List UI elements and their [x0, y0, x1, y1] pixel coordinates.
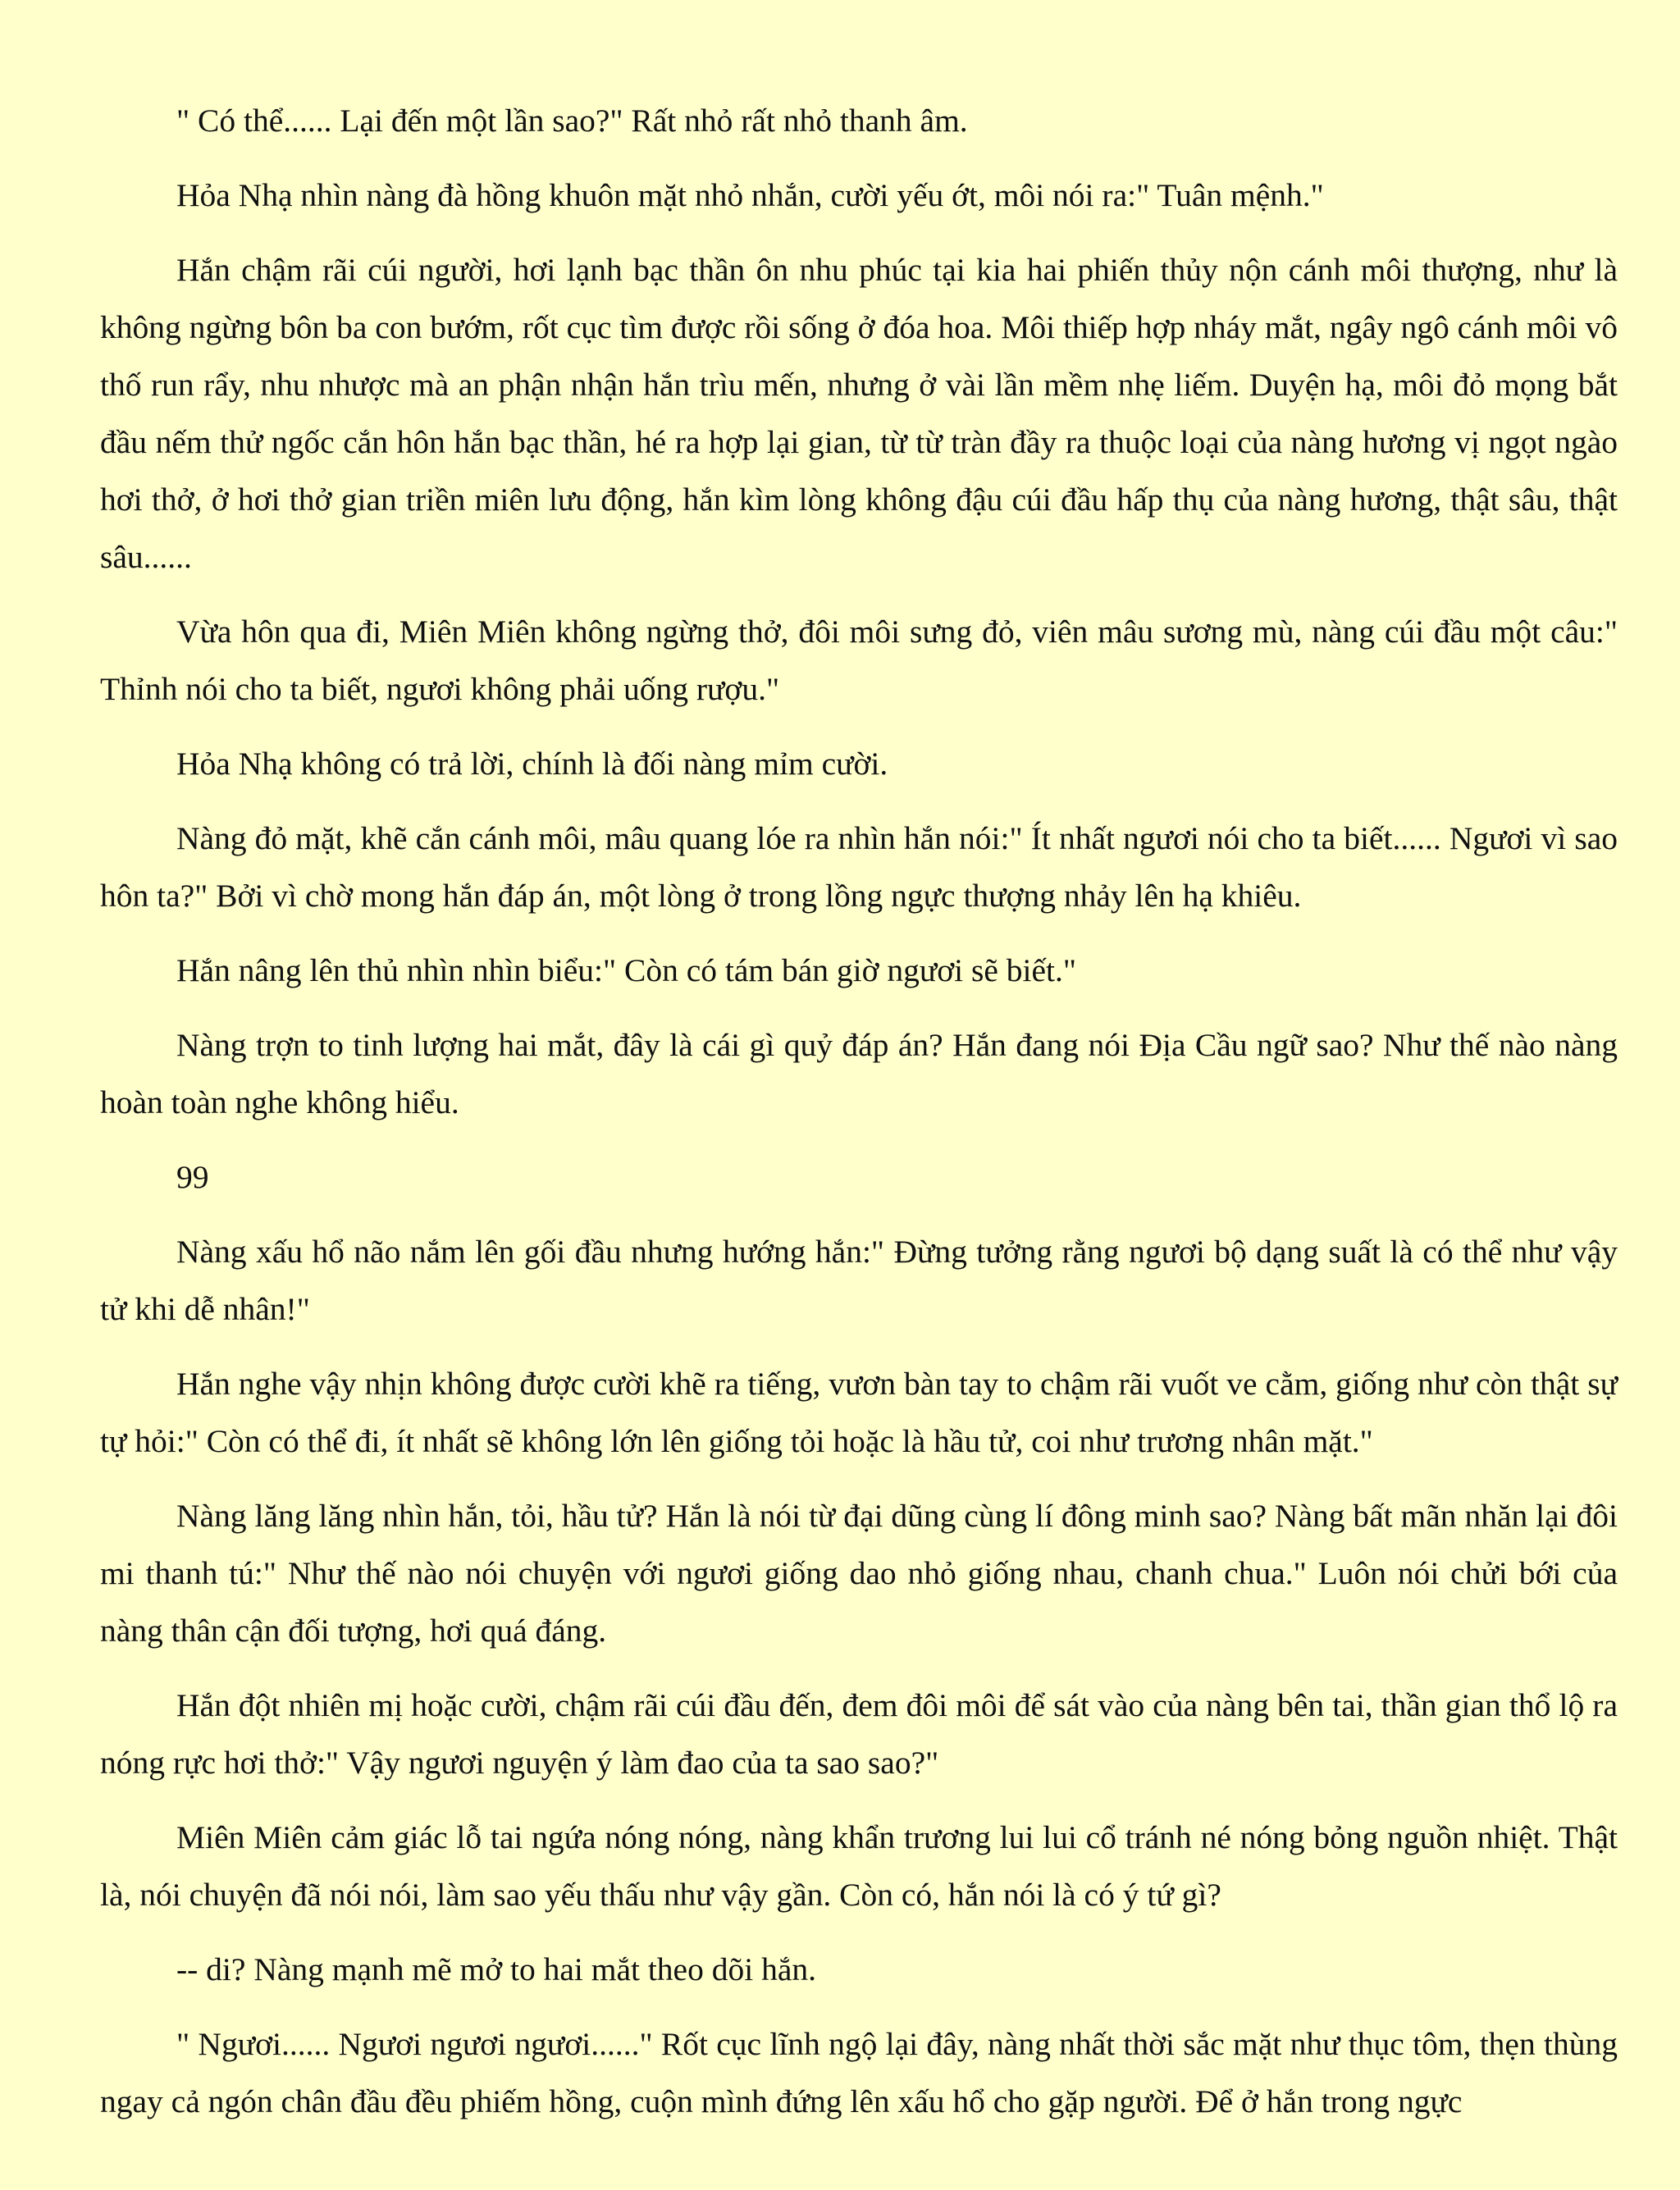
paragraph: Miên Miên cảm giác lỗ tai ngứa nóng nóng, nàng khẩn trương lui lui cổ tránh né nóng bỏng nguồn nhiệt. Thật là, nói chuyện đã nói nói, làm sao yếu thấu như vậy gần. Còn có, hắn nói là có ý tứ gì? — [100, 1819, 1618, 1913]
paragraph: Hắn nghe vậy nhịn không được cười khẽ ra tiếng, vươn bàn tay to chậm rãi vuốt ve cằm, giống như còn thật sự tự hỏi:" Còn có thể đi, ít nhất sẽ không lớn lên giống tỏi hoặc là hầu tử, coi như trương nhân mặt." — [100, 1366, 1618, 1459]
paragraph: Nàng trợn to tinh lượng hai mắt, đây là cái gì quỷ đáp án? Hắn đang nói Địa Cầu ngữ sao? Như thế nào nàng hoàn toàn nghe không hiểu. — [100, 1027, 1618, 1120]
paragraph: -- di? Nàng mạnh mẽ mở to hai mắt theo dõi hắn. — [176, 1951, 816, 1987]
paragraph: Nàng đỏ mặt, khẽ cắn cánh môi, mâu quang lóe ra nhìn hắn nói:" Ít nhất ngươi nói cho ta biết...... Ngươi vì sao hôn ta?" Bởi vì chờ mong hắn đáp án, một lòng ở trong lồng ngực thượng nhảy lên hạ khiêu. — [100, 820, 1618, 914]
paragraph: Nàng lăng lăng nhìn hắn, tỏi, hầu tử? Hắn là nói từ đại dũng cùng lí đông minh sao? Nàng bất mãn nhăn lại đôi mi thanh tú:" Như thế nào nói chuyện với ngươi giống dao nhỏ giống nhau, chanh chua." Luôn nói chửi bới của nàng thân cận đối tượng, hơi quá đáng. — [100, 1498, 1618, 1649]
page-number: 99 — [176, 1159, 209, 1195]
paragraph: Hắn đột nhiên mị hoặc cười, chậm rãi cúi đầu đến, đem đôi môi để sát vào của nàng bên tai, thần gian thổ lộ ra nóng rực hơi thở:" Vậy ngươi nguyện ý làm đao của ta sao sao?" — [100, 1687, 1618, 1781]
paragraph: Nàng xấu hổ não nắm lên gối đầu nhưng hướng hắn:" Đừng tưởng rằng ngươi bộ dạng suất là có thể như vậy tử khi dễ nhân!" — [100, 1234, 1618, 1327]
document-page — [100, 92, 1618, 2130]
paragraph: Hắn nâng lên thủ nhìn nhìn biểu:" Còn có tám bán giờ ngươi sẽ biết." — [176, 952, 1077, 988]
paragraph: " Ngươi...... Ngươi ngươi ngươi......" Rốt cục lĩnh ngộ lại đây, nàng nhất thời sắc mặt như thục tôm, thẹn thùng ngay cả ngón chân đầu đều phiếm hồng, cuộn mình đứng lên xấu hổ cho gặp người. Để ở hắn trong ngực — [100, 2026, 1618, 2119]
paragraph: Hỏa Nhạ không có trả lời, chính là đối nàng mỉm cười. — [176, 746, 888, 782]
paragraph: Hắn chậm rãi cúi người, hơi lạnh bạc thần ôn nhu phúc tại kia hai phiến thủy nộn cánh môi thượng, như là không ngừng bôn ba con bướm, rốt cục tìm được rồi sống ở đóa hoa. Môi thiếp hợp nháy mắt, ngây ngô cánh môi vô thố run rẩy, nhu nhược mà an phận nhận hắn trìu mến, nhưng ở vài lần mềm nhẹ liếm. Duyện hạ, môi đỏ mọng bắt đầu nếm thử ngốc cắn hôn hắn bạc thần, hé ra hợp lại gian, từ từ tràn đầy ra thuộc loại của nàng hương vị ngọt ngào hơi thở, ở hơi thở gian triền miên lưu động, hắn kìm lòng không đậu cúi đầu hấp thụ của nàng hương, thật sâu, thật sâu...... — [100, 252, 1618, 575]
paragraph: Hỏa Nhạ nhìn nàng đà hồng khuôn mặt nhỏ nhắn, cười yếu ớt, môi nói ra:" Tuân mệnh." — [176, 177, 1324, 213]
paragraph: Vừa hôn qua đi, Miên Miên không ngừng thở, đôi môi sưng đỏ, viên mâu sương mù, nàng cúi đầu một câu:" Thỉnh nói cho ta biết, ngươi không phải uống rượu." — [100, 614, 1618, 707]
paragraph: " Có thể...... Lại đến một lần sao?" Rất nhỏ rất nhỏ thanh âm. — [176, 103, 968, 139]
